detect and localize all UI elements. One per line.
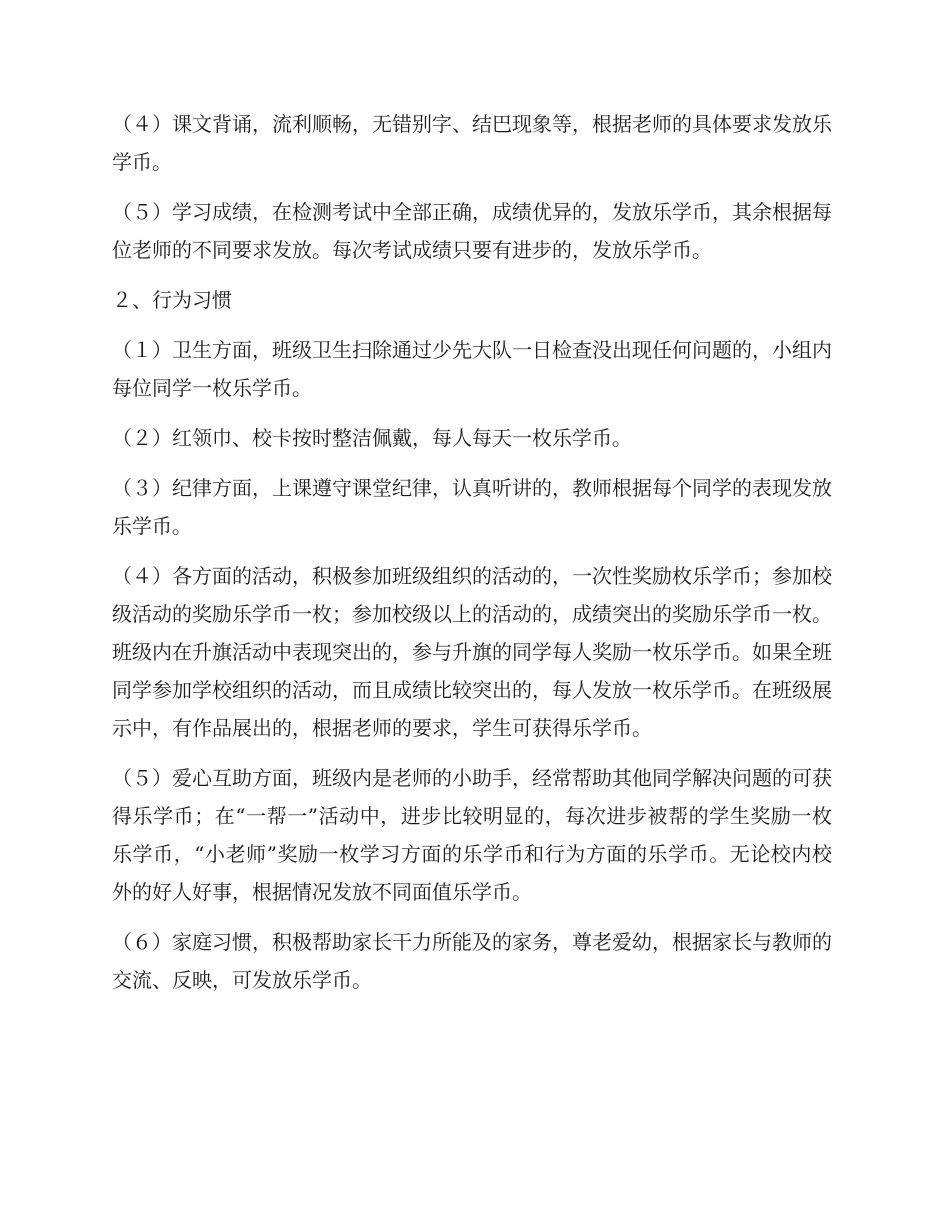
- paragraph-family-habits: （６）家庭习惯，积极帮助家长干力所能及的家务，尊老爱幼，根据家长与教师的交流、反映，可发放乐学币。: [112, 930, 832, 992]
- paragraph-hygiene: （１）卫生方面，班级卫生扫除通过少先大队一日检查没出现任何问题的，小组内每位同学一枚乐学币。: [112, 338, 832, 400]
- section-heading-behavior: ２、行为习惯: [112, 288, 232, 312]
- paragraph-mutual-help: （５）爱心互助方面，班级内是老师的小助手，经常帮助其他同学解决问题的可获得乐学币；在“一帮一”活动中，进步比较明显的，每次进步被帮的学生奖励一枚乐学币，“小老师”奖励一枚学习方面的乐学币和行为方面的乐学币。无论校内校外的好人好事，根据情况发放不同面值乐学币。: [112, 766, 832, 904]
- paragraph-red-scarf: （２）红领巾、校卡按时整洁佩戴，每人每天一枚乐学币。: [112, 426, 632, 450]
- paragraph-grades: （５）学习成绩，在检测考试中全部正确，成绩优异的，发放乐学币，其余根据每位老师的不同要求发放。每次考试成绩只要有进步的，发放乐学币。: [112, 200, 832, 262]
- paragraph-recitation: （４）课文背诵，流利顺畅，无错别字、结巴现象等，根据老师的具体要求发放乐学币。: [112, 112, 832, 174]
- paragraph-activities: （４）各方面的活动，积极参加班级组织的活动的，一次性奖励枚乐学币；参加校级活动的奖励乐学币一枚；参加校级以上的活动的，成绩突出的奖励乐学币一枚。班级内在升旗活动中表现突出的，参与升旗的同学每人奖励一枚乐学币。如果全班同学参加学校组织的活动，而且成绩比较突出的，每人发放一枚乐学币。在班级展示中，有作品展出的，根据老师的要求，学生可获得乐学币。: [112, 564, 832, 740]
- paragraph-discipline: （３）纪律方面，上课遵守课堂纪律，认真听讲的，教师根据每个同学的表现发放乐学币。: [112, 476, 832, 538]
- document-body: [112, 105, 832, 1011]
